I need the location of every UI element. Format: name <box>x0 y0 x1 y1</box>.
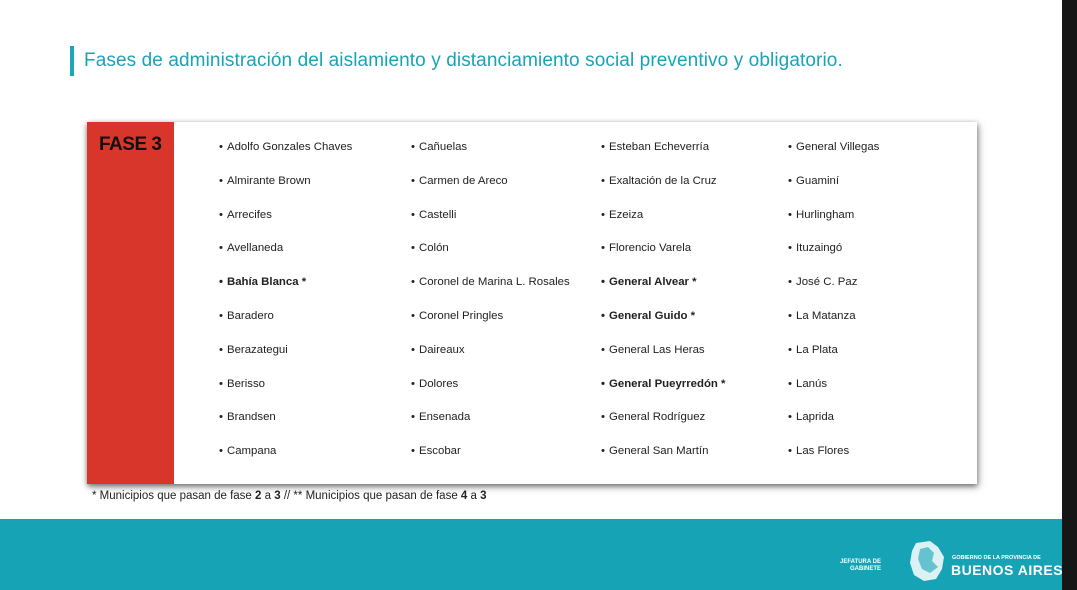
municipio-name: General San Martín <box>609 445 709 458</box>
municipio-name: La Matanza <box>796 309 856 322</box>
municipio-name: Hurlingham <box>796 208 855 221</box>
municipio-name: Cañuelas <box>419 141 468 153</box>
municipio-item <box>219 404 352 438</box>
buenos-aires-logo-text: BUENOS AIRES <box>951 562 1064 578</box>
municipio-item <box>601 404 725 438</box>
footnote <box>92 490 487 502</box>
bullet-icon: • <box>788 411 792 424</box>
municipio-item <box>788 235 879 269</box>
jefatura-line: GABINETE <box>850 566 882 572</box>
bullet-icon: • <box>788 309 792 322</box>
municipio-item <box>601 235 725 269</box>
footnote-number: 3 <box>274 490 281 502</box>
municipio-item <box>601 269 725 303</box>
municipio-item <box>788 303 879 337</box>
bullet-icon: • <box>601 141 605 153</box>
municipio-name: Bahía Blanca * <box>227 276 307 289</box>
bullet-icon: • <box>788 343 792 356</box>
municipio-name: Arrecifes <box>227 208 272 221</box>
municipio-name: Lanús <box>796 377 828 390</box>
phase-label: FASE 3 <box>99 134 162 155</box>
footnote-text: * Municipios que pasan de fase <box>92 490 256 502</box>
municipio-item <box>411 371 570 405</box>
municipio-item <box>219 371 352 405</box>
municipio-name: General Villegas <box>796 141 880 153</box>
bullet-icon: • <box>219 208 223 221</box>
bullet-icon: • <box>219 445 223 458</box>
bullet-icon: • <box>601 411 605 424</box>
province-emblem-icon <box>908 539 948 583</box>
municipio-item <box>219 168 352 202</box>
municipio-name: Ezeiza <box>609 208 644 221</box>
municipio-item <box>601 371 725 405</box>
municipio-item <box>601 337 725 371</box>
municipio-name: General Alvear * <box>609 276 697 289</box>
bullet-icon: • <box>788 174 792 187</box>
bullet-icon: • <box>601 377 605 390</box>
bullet-icon: • <box>411 242 415 255</box>
footnote-text: a <box>467 490 481 502</box>
bullet-icon: • <box>411 377 415 390</box>
bullet-icon: • <box>219 242 223 255</box>
municipio-name: Exaltación de la Cruz <box>609 174 717 187</box>
municipio-item <box>411 337 570 371</box>
municipios-column-2 <box>411 134 570 472</box>
municipio-name: Dolores <box>419 377 459 390</box>
footnote-number: 3 <box>480 490 487 502</box>
bullet-icon: • <box>411 309 415 322</box>
municipio-name: Berisso <box>227 377 265 390</box>
municipio-name: Esteban Echeverría <box>609 141 710 153</box>
municipio-name: Daireaux <box>419 343 465 356</box>
municipio-name: Almirante Brown <box>227 174 311 187</box>
municipios-card <box>87 122 977 484</box>
municipio-name: General Rodríguez <box>609 411 706 424</box>
municipio-item <box>601 303 725 337</box>
municipio-item <box>601 202 725 236</box>
bullet-icon: • <box>411 141 415 153</box>
municipio-name: La Plata <box>796 343 838 356</box>
municipio-name: Guaminí <box>796 174 840 187</box>
bullet-icon: • <box>411 411 415 424</box>
municipio-item <box>219 202 352 236</box>
municipio-item <box>411 438 570 472</box>
municipio-name: Las Flores <box>796 445 850 458</box>
municipio-name: Escobar <box>419 445 461 458</box>
bullet-icon: • <box>411 174 415 187</box>
bullet-icon: • <box>788 242 792 255</box>
municipio-name: Laprida <box>796 411 834 424</box>
municipio-name: Baradero <box>227 309 274 322</box>
municipio-item <box>788 438 879 472</box>
bullet-icon: • <box>788 141 792 153</box>
municipio-item <box>411 202 570 236</box>
municipio-name: Carmen de Areco <box>419 174 508 187</box>
jefatura-line: JEFATURA DE <box>840 559 882 565</box>
phase-band <box>87 122 174 484</box>
bullet-icon: • <box>601 208 605 221</box>
municipio-name: José C. Paz <box>796 276 858 289</box>
municipio-name: Campana <box>227 445 277 458</box>
footnote-text: // ** Municipios que pasan de fase <box>280 490 461 502</box>
municipios-column-3 <box>601 134 725 472</box>
municipios-column-1 <box>219 134 352 472</box>
bullet-icon: • <box>601 445 605 458</box>
municipio-name: Florencio Varela <box>609 242 692 255</box>
municipio-name: Adolfo Gonzales Chaves <box>227 141 353 153</box>
footnote-number: 2 <box>255 490 262 502</box>
municipio-item <box>788 202 879 236</box>
municipio-name: Coronel de Marina L. Rosales <box>419 276 570 289</box>
bullet-icon: • <box>219 174 223 187</box>
municipio-item <box>601 168 725 202</box>
title-accent-bar <box>70 46 74 76</box>
footnote-number: 4 <box>460 490 468 502</box>
bullet-icon: • <box>601 242 605 255</box>
municipio-item <box>219 337 352 371</box>
municipio-name: Colón <box>419 242 449 255</box>
municipio-item <box>788 134 879 168</box>
municipio-item <box>788 371 879 405</box>
municipio-item <box>788 168 879 202</box>
bullet-icon: • <box>219 309 223 322</box>
page-header <box>70 46 843 76</box>
municipio-item <box>411 404 570 438</box>
municipio-item <box>219 438 352 472</box>
bullet-icon: • <box>411 445 415 458</box>
bullet-icon: • <box>601 343 605 356</box>
bullet-icon: • <box>219 141 223 153</box>
bullet-icon: • <box>788 377 792 390</box>
jefatura-logo <box>840 559 881 573</box>
municipio-name: Ensenada <box>419 411 471 424</box>
bullet-icon: • <box>601 276 605 289</box>
municipio-item <box>219 303 352 337</box>
municipio-name: Coronel Pringles <box>419 309 504 322</box>
municipio-item <box>411 303 570 337</box>
bullet-icon: • <box>219 276 223 289</box>
municipio-item <box>788 337 879 371</box>
municipio-item <box>411 168 570 202</box>
municipio-name: Berazategui <box>227 343 288 356</box>
municipio-name: Ituzaingó <box>796 242 843 255</box>
municipio-item <box>601 438 725 472</box>
municipio-name: General Guido * <box>609 309 696 322</box>
bullet-icon: • <box>411 343 415 356</box>
municipio-item <box>788 404 879 438</box>
bullet-icon: • <box>601 309 605 322</box>
municipio-name: Castelli <box>419 208 457 221</box>
page-title: Fases de administración del aislamiento y distanciamiento social preventivo y obligatorio. <box>84 50 843 71</box>
municipio-item <box>219 134 352 168</box>
footnote-text: a <box>261 490 275 502</box>
bullet-icon: • <box>788 208 792 221</box>
bullet-icon: • <box>788 445 792 458</box>
bullet-icon: • <box>219 343 223 356</box>
right-edge-strip <box>1062 0 1077 590</box>
bullet-icon: • <box>411 276 415 289</box>
municipio-name: Brandsen <box>227 411 276 424</box>
municipio-item <box>219 269 352 303</box>
municipios-column-4 <box>788 134 879 472</box>
bullet-icon: • <box>219 411 223 424</box>
bullet-icon: • <box>219 377 223 390</box>
bullet-icon: • <box>788 276 792 289</box>
footer-bar <box>0 519 1062 590</box>
bullet-icon: • <box>411 208 415 221</box>
municipio-item <box>219 235 352 269</box>
municipio-item <box>411 235 570 269</box>
municipio-item <box>601 134 725 168</box>
municipio-name: General Pueyrredón * <box>609 377 726 390</box>
municipio-item <box>411 269 570 303</box>
municipio-item <box>788 269 879 303</box>
bullet-icon: • <box>601 174 605 187</box>
municipio-name: General Las Heras <box>609 343 705 356</box>
municipio-item <box>411 134 570 168</box>
government-label: GOBIERNO DE LA PROVINCIA DE <box>952 555 1041 561</box>
municipio-name: Avellaneda <box>227 242 284 255</box>
